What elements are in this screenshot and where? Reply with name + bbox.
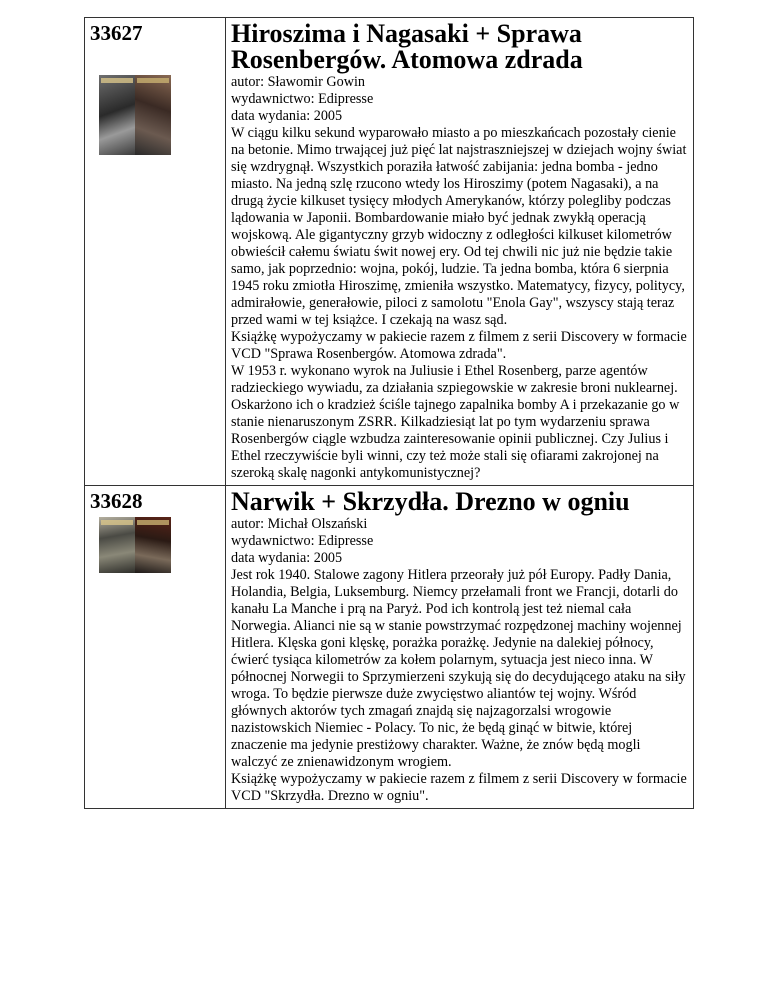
book-publisher: wydawnictwo: Edipresse	[231, 91, 374, 107]
description-paragraph: Książkę wypożyczamy w pakiecie razem z filmem z serii Discovery w formacie VCD "Sprawa Rosenbergów. Atomowa zdrada".	[231, 329, 687, 362]
book-date: data wydania: 2005	[231, 550, 343, 566]
book-row	[85, 486, 694, 809]
description-paragraph: Jest rok 1940. Stalowe zagony Hitlera przeorały już pół Europy. Padły Dania, Holandia, Belgia, Luksemburg. Niemcy przełamali front we Francji, dotarli do kanału La Manche i prą na Paryż. Pod ich kontrolą jest też niemal cała Norwegia. Alianci nie są w stanie powstrzymać rozpędzonej machiny wojennej Hitlera. Klęska goni klęskę, porażka porażkę. Jedynie na dalekiej północy, ćwierć tysiąca kilometrów za kołem polarnym, sytuacja jest nieco inna. W północnej Norwegii to Sprzymierzeni szykują się do decydującego ataku na siły wroga. To będzie pierwsze duże zwycięstwo aliantów tej wojny. Wśród głównych aktorów tych zmagań znajdą się najzagorzalsi wrogowie nazistowskich Niemiec - Polacy. To nic, że będą ginąć w bitwie, której znaczenie ma jedynie prestiżowy charakter. Ważne, że znów będą mogli walczyć ze znienawidzonym wrogiem.	[231, 567, 686, 770]
book-info-cell	[226, 18, 694, 486]
book-description	[231, 567, 689, 805]
cover-book-right	[135, 75, 171, 155]
description-paragraph: W 1953 r. wykonano wyrok na Juliusie i Ethel Rosenberg, parze agentów radzieckiego wywiadu, za działania szpiegowskie w zakresie broni nuklearnej. Oskarżono ich o kradzież ściśle tajnego zapalnika bomby A i przekazanie go w stanie nienaruszonym ZSRR. Kilkadziesiąt lat po tym wydarzeniu sprawa Rosenbergów ciągle wzbudza zainteresowanie opinii publicznej. Czy Julius i Ethel rzeczywiście byli winni, czy też może stali się ofiarami zakrojonej na szeroką skalę nagonki antykomunistycznej?	[231, 363, 680, 481]
book-description	[231, 125, 689, 482]
book-cover-image	[99, 517, 171, 573]
book-id: 33628	[90, 489, 143, 513]
book-title: Hiroszima i Nagasaki + Sprawa Rosenbergów. Atomowa zdrada	[231, 19, 583, 74]
book-catalog-table	[84, 17, 694, 809]
book-publisher: wydawnictwo: Edipresse	[231, 533, 374, 549]
description-paragraph: Książkę wypożyczamy w pakiecie razem z filmem z serii Discovery w formacie VCD "Skrzydła. Drezno w ogniu".	[231, 771, 687, 804]
book-author: autor: Michał Olszański	[231, 516, 368, 532]
cover-book-right	[135, 517, 171, 573]
book-author: autor: Sławomir Gowin	[231, 74, 365, 90]
description-paragraph: W ciągu kilku sekund wyparowało miasto a po mieszkańcach pozostały cienie na betonie. Mimo trwającej już pięć lat najstraszniejszej w dziejach wojny świat się wzdrygnął. Wszystkich poraziła łatwość zabijania: jedna bomba - jedno miasto. Na jedną szlę rzucono wtedy los Hiroszimy (potem Nagasaki), a na drugą życie kilkuset tysięcy młodych Amerykanów, którzy polegliby podczas lądowania w Japonii. Bombardowanie miało być jednak zwykłą operacją wojskową. Ale gigantyczny grzyb widoczny z odległości kilkuset kilometrów obwieścił całemu światu świt nowej ery. Od tej chwili nic już nie będzie takie samo, jak poprzednio: wojna, pokój, ludzie. Ta jedna bomba, która 6 sierpnia 1945 roku zmiotła Hiroszimę, zmieniła wszystko. Matematycy, fizycy, politycy, admirałowie, generałowie, piloci z samolotu "Enola Gay", wszyscy stają teraz przed wami w tej książce. I czekają na wasz sąd.	[231, 125, 687, 328]
book-info-cell	[226, 486, 694, 809]
book-date: data wydania: 2005	[231, 108, 343, 124]
book-row	[85, 18, 694, 486]
cover-book-left	[99, 75, 135, 155]
cover-book-left	[99, 517, 135, 573]
book-id: 33627	[90, 21, 143, 45]
book-cover-image	[99, 75, 171, 155]
book-title: Narwik + Skrzydła. Drezno w ogniu	[231, 487, 630, 516]
